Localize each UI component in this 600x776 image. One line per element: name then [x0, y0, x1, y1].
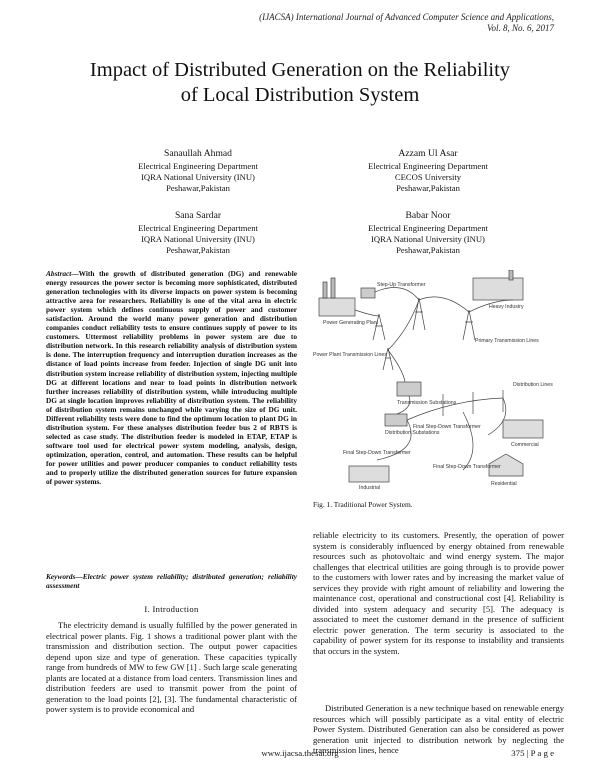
- label-fsd2: Final Step-Down Transformer: [343, 450, 411, 456]
- paper-title: [40, 58, 560, 108]
- body-paragraph: reliable electricity to its customers. Presently, the operation of power system is considerably influenced by energy obtained from renewable resources such as photovoltaic and wind energy system. The major challenges that electrical utilities are going through is to provide power to the customers with lower rates and by increasing the market value of services they provide with right amount of reliability and lowering the maintenance cost, operational and constructional cost [4]. Reliability is divided into system adequacy and security [5]. The adequacy is associated to meet the customer demand in the presence of sufficient electric power generation. The term security is associated to the capability of power system for its response to instability and transients that occurs in the system.: [313, 530, 564, 657]
- author-city: Peshawar,Pakistan: [166, 183, 230, 193]
- transmission-tower-icon: [413, 298, 425, 330]
- author-block: [313, 210, 543, 256]
- label-industrial: Industrial: [359, 485, 381, 490]
- label-heavy-industry: Heavy Industry: [489, 304, 524, 310]
- figure-caption: Fig. 1. Traditional Power System.: [313, 500, 413, 509]
- body-column-right: [313, 530, 564, 657]
- abstract-text: —With the growth of distributed generation (DG) and renewable energy resources the power sector is becoming more sophisticated, distributed generation technologies with its diverse impacts on power system is becoming attractive area for researchers. Reliability is one of the vital area in electric power system which defines continuous supply of power and customer satisfaction. Around the world many power generation and distribution companies conduct reliability tests to ensure continues supply of power to its customers. Uttermost reliability problems in power system are due to distribution network. In this research reliability analysis of distribution system is done. The interruption frequency and interruption duration increases as the distance of load points increase from feeder. Injection of single DG unit into distribution system increase reliability of distribution system, injecting multiple DG at different locations and near to load points in distribution network further increases reliability of distribution system, while introducing multiple DG at single location improves reliability of distribution system. The reliability of distribution system remains unchanged while varying the size of DG unit. Different reliability tests were done to find the optimum location to plant DG in distribution system. For these analyses distribution feeder bus 2 of RBTS is selected as case study. The distribution feeder is modeled in ETAP, ETAP is software tool used for electrical power system modeling, analysis, design, optimization, operation, control, and automation. These results can be helpful for power utilities and power producer companies to conduct reliability tests and to properly utilize the distributed generation sources for future expansion of power systems.: [46, 269, 297, 487]
- traditional-power-system-figure: [313, 270, 564, 490]
- author-dept: Electrical Engineering Department: [368, 161, 488, 171]
- author-name: Sana Sardar: [174, 210, 222, 221]
- transmission-tower-icon: [463, 310, 475, 340]
- label-pp-lines: Power Plant Transmission Lines: [313, 352, 387, 358]
- author-univ: IQRA National University (INU): [141, 172, 255, 182]
- journal-header: [154, 12, 554, 34]
- abstract: [46, 269, 297, 486]
- footer-url: www.ijacsa.thesai.org: [261, 748, 339, 758]
- label-fsd1: Final Step-Down Transformer: [413, 424, 481, 430]
- keywords: Keywords—Electric power system reliability; distributed generation; reliability assessment: [46, 572, 297, 591]
- author-block: [83, 210, 313, 256]
- paper-title-line2: of Local Distribution System: [180, 84, 420, 106]
- author-name: Sanaullah Ahmad: [164, 148, 232, 159]
- label-step-up: Step-Up Transformer: [377, 282, 426, 288]
- author-name: Azzam Ul Asar: [398, 148, 458, 159]
- section-heading: I. Introduction: [144, 604, 199, 614]
- author-dept: Electrical Engineering Department: [138, 161, 258, 171]
- author-dept: Electrical Engineering Department: [138, 223, 258, 233]
- step-up-transformer-icon: [361, 288, 375, 298]
- author-univ: CECOS University: [394, 172, 462, 182]
- author-block: [83, 148, 313, 194]
- body-paragraph: Distributed Generation is a new technique based on renewable energy resources which will possibly participate as a vital entity of electric Power System. Distributed Generation can also be considered as power generation unit injected to distribution network by neglecting the transmission lines, hence: [313, 703, 564, 756]
- journal-header-line2: Vol. 8, No. 6, 2017: [486, 23, 554, 33]
- abstract-label: Abstract: [46, 269, 72, 278]
- transmission-tower-icon: [373, 314, 385, 340]
- label-residential: Residential: [491, 481, 517, 487]
- author-univ: IQRA National University (INU): [141, 234, 255, 244]
- heavy-industry-icon: [473, 278, 523, 300]
- body-column-left: [46, 620, 297, 715]
- journal-header-line1: (IJACSA) International Journal of Advanced Computer Science and Applications,: [259, 12, 554, 22]
- author-block: [313, 148, 543, 194]
- commercial-building-icon: [503, 420, 543, 438]
- author-city: Peshawar,Pakistan: [166, 245, 230, 255]
- label-power-plant: Power Generating Plant: [323, 320, 379, 326]
- label-trans-sub: Transmission Substations: [397, 400, 457, 406]
- industrial-building-icon: [349, 466, 389, 482]
- label-dist-sub: Distribution Substations: [385, 430, 440, 436]
- author-univ: IQRA National University (INU): [371, 234, 485, 244]
- author-city: Peshawar,Pakistan: [396, 183, 460, 193]
- label-commercial: Commercial: [511, 442, 539, 448]
- label-primary: Primary Transmission Lines: [475, 338, 539, 344]
- paper-title-line1: Impact of Distributed Generation on the Reliability: [89, 59, 511, 81]
- power-plant-icon: [319, 298, 355, 316]
- author-name: Babar Noor: [405, 210, 451, 221]
- label-dist-lines: Distribution Lines: [513, 382, 553, 388]
- footer-page-number: 375 | P a g e: [511, 748, 554, 758]
- body-paragraph: The electricity demand is usually fulfilled by the power generated in electrical power plants. Fig. 1 shows a traditional power plant with the transmission and distribution section. The output power capacities depend upon size and type of generation. These capacities typically range from hundreds of MW to few GW [1] . Such large scale generating plants are located at a distance from load centers. Transmission lines and distribution feeders are used to transmit power from the point of generation to the load points [2], [3]. The fundamental characteristic of power system is to provide economical and: [46, 620, 297, 715]
- distribution-substation-icon: [385, 414, 407, 426]
- transmission-substation-icon: [397, 382, 421, 396]
- author-city: Peshawar,Pakistan: [396, 245, 460, 255]
- author-dept: Electrical Engineering Department: [368, 223, 488, 233]
- label-fsd3: Final Step-Down Transformer: [433, 464, 501, 470]
